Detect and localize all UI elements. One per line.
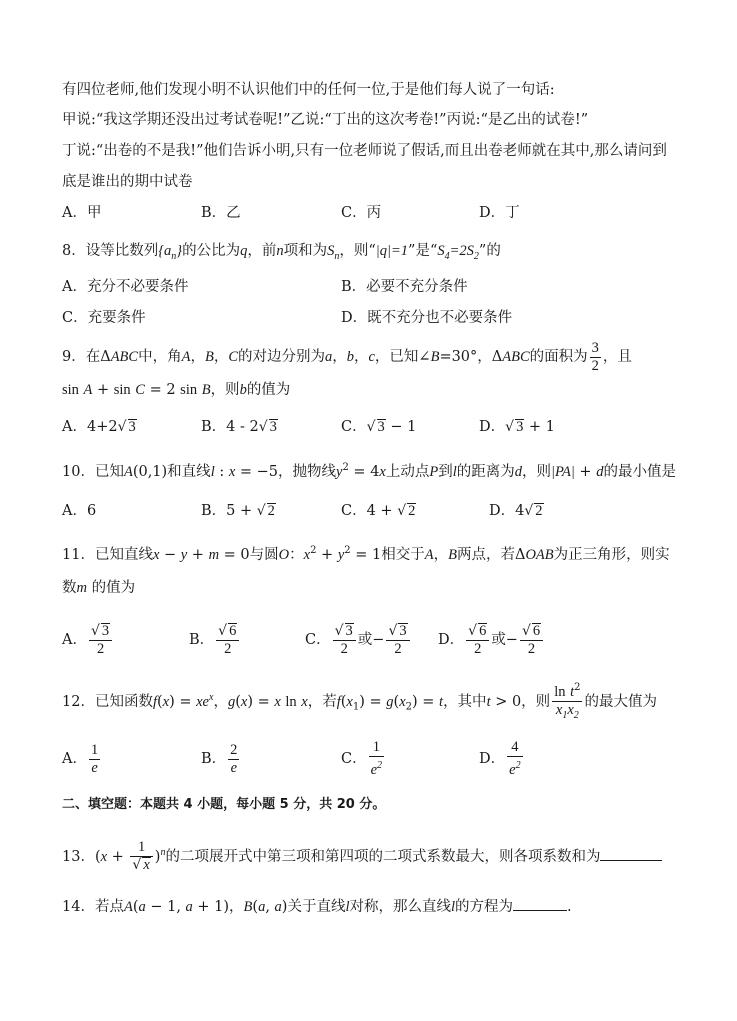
q9-option-b: B．4 - 2√ 3 [201, 419, 277, 435]
q7-option-c: C．丙 [341, 205, 382, 221]
q13-stem: 13．(x + $\frac{1}{√ x}$ )$^n$的二项展开式中第三项和第四项的二项式系数最大，则各项系数和为 [62, 832, 662, 878]
q11-option-d: D． $\frac{√ 6}{2}$ 或− $\frac{√ 6}{2}$ [438, 620, 545, 660]
q9-option-a: A．4+2√ 3 [62, 419, 136, 435]
q11-stem-line-2: 数m 的值为 [62, 580, 136, 596]
q10-option-c: C．4 + √ 2 [341, 503, 416, 519]
q10-option-d: D．4√ 2 [489, 503, 543, 519]
q9-stem-line-2: sin A + sin C = 2 sin B，则b的值为 [62, 382, 291, 398]
q12-option-b: B． $\frac{2}{e}$ [201, 741, 238, 776]
q11-option-b: B． $\frac{√ 6}{2}$ [189, 620, 241, 660]
section-2-heading: 二、填空题：本题共 4 小题，每小题 5 分，共 20 分。 [62, 797, 386, 812]
q11-option-c: C． $\frac{√ 3}{2}$ 或− $\frac{√ 3}{2}$ [305, 620, 412, 660]
q8-option-d: D．既不充分也不必要条件 [341, 310, 513, 326]
q7-stem-line-4: 底是谁出的期中试卷 [62, 174, 193, 190]
q14-stem: 14．若点A(a − 1, a + 1)，B(a, a)关于直线l对称，那么直线l的方程为 . [62, 896, 572, 917]
q8-option-c: C．充要条件 [62, 310, 146, 326]
q7-stem-line-3: 丁说:“出卷的不是我!”他们告诉小明,只有一位老师说了假话,而且出卷老师就在其中,那么请问到 [62, 143, 667, 159]
q7-option-d: D．丁 [479, 205, 520, 221]
q10-option-b: B．5 + √ 2 [201, 503, 275, 519]
q9-option-d: D．√ 3 + 1 [479, 419, 555, 435]
q12-stem: 12．已知函数$f(x) = xe^x$，g(x) = x ln x，若$f(x_1) = g(x_2) = t$，其中t > 0，则 $\frac{\ln t^2}{x_1x_2}$ 的最大值为 [62, 676, 657, 730]
q7-option-b: B．乙 [201, 205, 241, 221]
q12-option-d: D． $\frac{4}{e^2}$ [479, 739, 521, 778]
q10-stem: 10．已知A(0,1)和直线l : x = −5，抛物线$y^2 = 4x$上动点P到l的距离为d，则|PA| + d的最小值是 [62, 462, 676, 480]
q7-option-a: A．甲 [62, 205, 102, 221]
q10-option-a: A．6 [62, 503, 97, 519]
q8-option-b: B．必要不充分条件 [341, 279, 468, 295]
q12-option-c: C． $\frac{1}{e^2}$ [341, 739, 383, 778]
q7-stem-line-1: 有四位老师,他们发现小明不认识他们中的任何一位,于是他们每人说了一句话: [62, 82, 555, 98]
q9-stem-line-1: 9．在ΔABC中，角A，B，C的对边分别为a，b，c，已知∠B=30°，ΔABC的面积为 $\frac{3}{2}$ ，且 [62, 339, 632, 374]
q9-option-c: C．√ 3 − 1 [341, 419, 417, 435]
q8-stem: 8．设等比数列$\{a_n\}$的公比为q，前n项和为$S_n$，则“|q|=1”是“$S_4=2S_2$”的 [62, 243, 501, 262]
q7-stem-line-2: 甲说:“我这学期还没出过考试卷呢!”乙说:“丁出的这次考卷!”丙说:“是乙出的试卷!” [62, 112, 589, 128]
q11-stem-line-1: 11．已知直线x − y + m = 0与圆O：$x^2 + y^2 = 1$相交于A，B两点，若ΔOAB为正三角形，则实 [62, 545, 670, 563]
q12-option-a: A． $\frac{1}{e}$ [62, 741, 99, 776]
q11-option-a: A． $\frac{√ 3}{2}$ [62, 620, 114, 660]
q8-option-a: A．充分不必要条件 [62, 279, 189, 295]
